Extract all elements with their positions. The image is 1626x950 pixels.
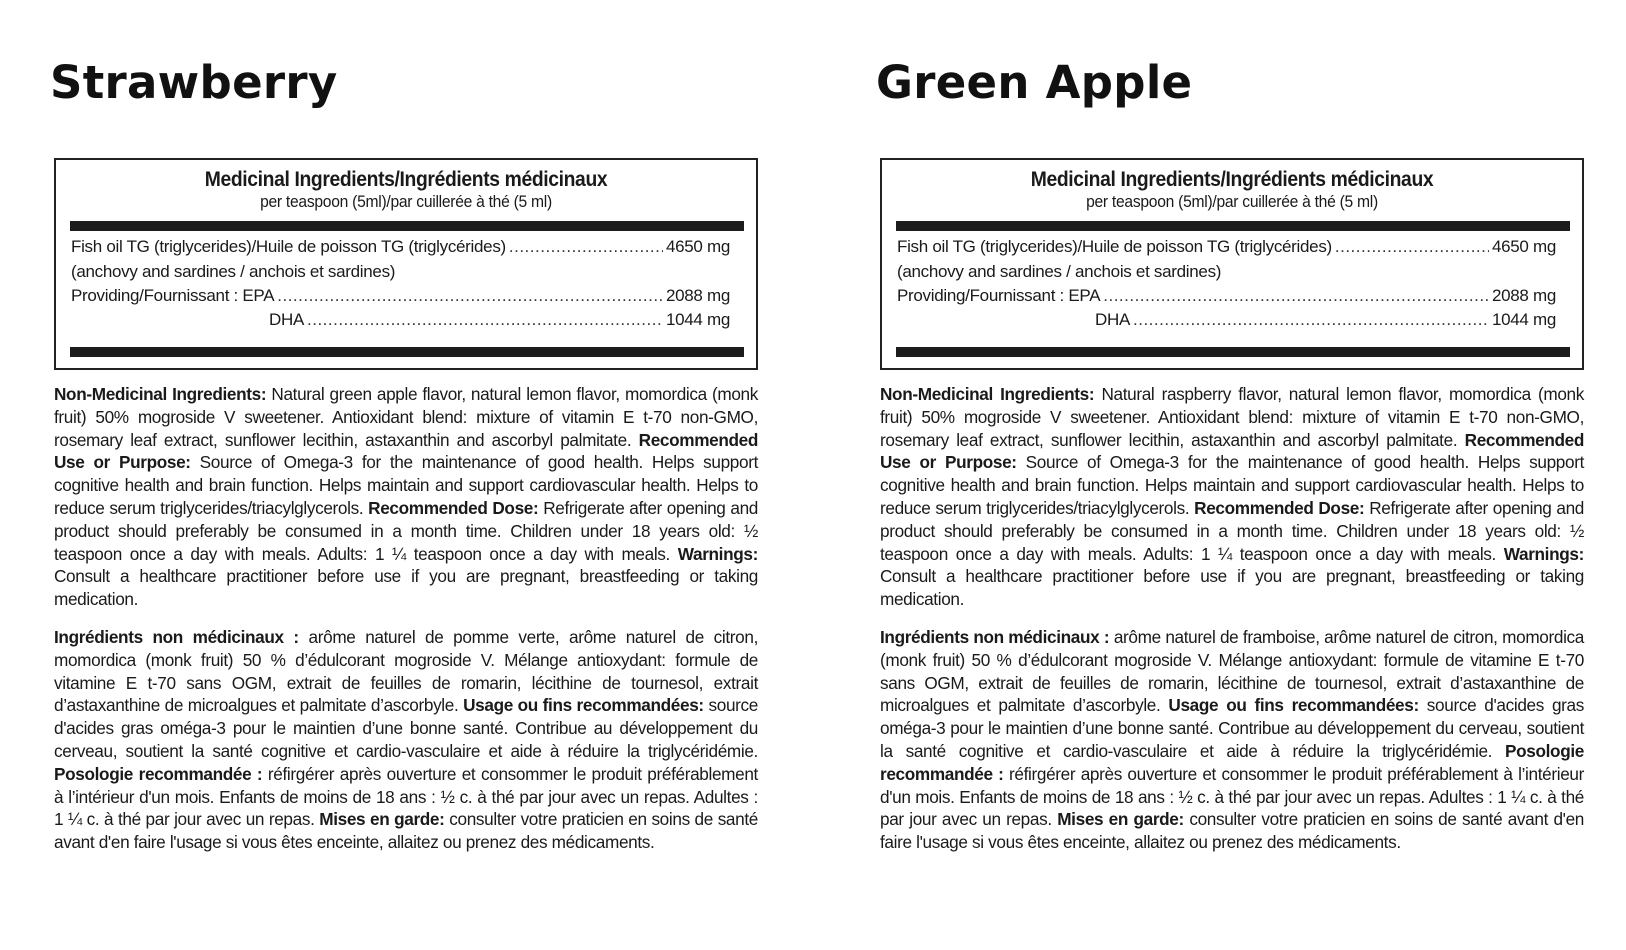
dose-text: réfirgérer après ouverture et consommer le produit préférablement à l’intérieur d'un mois. Enfants de moins de 18 ans : ½ c. à thé par jour avec un repas. Adultes : 1 ¼ c. à thé par jour avec un repas. <box>54 763 758 830</box>
source-note: (anchovy and sardines / anchois et sardines) <box>897 262 1222 281</box>
nmi-label: Ingrédients non médicinaux : <box>54 627 299 647</box>
leader-dots <box>307 310 663 330</box>
facts-serving: per teaspoon (5ml)/par cuillerée à thé (5 ml) <box>260 192 552 211</box>
epa-row <box>71 286 730 310</box>
dose-label: Posologie recommandée : <box>54 763 263 784</box>
use-text: source d'acides gras oméga-3 pour le maintien d’une bonne santé. Contribue au développement du cerveau, soutient la santé cognitive et cardio-vasculaire et aide à réduire la triglycéridémie. <box>54 695 758 761</box>
use-text: Source of Omega-3 for the maintenance of good health. Helps support cognitive health and brain function. Helps maintain and support cardiovascular health. Helps to reduce serum triglycerides/triacylglycerols. <box>54 452 758 518</box>
dha-label: DHA <box>269 310 304 329</box>
warnings-label: Warnings: <box>1503 543 1584 564</box>
dose-text: Refrigerate after opening and product should preferably be consumed in a month time. Children under 18 years old: ½ teaspoon once a day with meals. Adults: 1 ¼ teaspoon once a day with meals. <box>54 497 758 564</box>
leader-dots <box>1133 310 1489 330</box>
warnings-text: consulter votre praticien en soins de santé avant d'en faire l'usage si vous êtes enceinte, allaitez ou prenez des médicaments. <box>54 809 758 853</box>
warnings-text: Consult a healthcare practitioner before use if you are pregnant, breastfeeding or taking medication. <box>54 566 758 610</box>
warnings-text: consulter votre praticien en soins de santé avant d'en faire l'usage si vous êtes enceinte, allaitez ou prenez des médicaments. <box>880 809 1585 853</box>
dose-text: Refrigerate after opening and product should preferably be consumed in a month time. Children under 18 years old: ½ teaspoon once a day with meals. Adults: 1 ¼ teaspoon once a day with meals. <box>880 497 1584 564</box>
leader-dots <box>1103 286 1489 306</box>
french-details <box>54 626 758 854</box>
dha-row <box>71 310 730 334</box>
divider-rule <box>896 221 1570 231</box>
english-details <box>54 383 758 611</box>
use-label: Recommended Use or Purpose: <box>880 429 1584 473</box>
use-text: Source of Omega-3 for the maintenance of good health. Helps support cognitive health and brain function. Helps maintain and support cardiovascular health. Helps to reduce serum triglycerides/triacylglycerols. <box>880 452 1584 518</box>
epa-amount: 2088 mg <box>665 286 730 305</box>
dha-amount: 1044 mg <box>665 310 730 329</box>
nmi-text: arôme naturel de framboise, arôme naturel de citron, momordica (monk fruit) 50 % d’édulcorant mogroside V. Mélange antioxydant: formule de vitamine E t-70 sans OGM, extrait de feuilles de romarin, lécithine de tournesol, extrait d’astaxanthine de microalgues et palmitate d’ascorbyle. <box>880 627 1584 716</box>
warnings-label: Mises en garde: <box>319 809 445 830</box>
nmi-label: Non-Medicinal Ingredients: <box>880 384 1095 404</box>
divider-rule <box>70 347 744 357</box>
leader-dots <box>277 286 663 306</box>
epa-amount: 2088 mg <box>1491 286 1556 305</box>
source-note-row <box>71 262 730 286</box>
warnings-text: Consult a healthcare practitioner before use if you are pregnant, breastfeeding or taking medication. <box>880 566 1584 610</box>
medicinal-ingredients-box <box>880 158 1584 370</box>
epa-row <box>897 286 1556 310</box>
medicinal-ingredients-box <box>54 158 758 370</box>
nmi-label: Ingrédients non médicinaux : <box>880 627 1110 647</box>
epa-label: Providing/Fournissant : EPA <box>71 286 275 305</box>
ingredient-amount: 4650 mg <box>1491 237 1556 256</box>
nmi-text: Natural raspberry flavor, natural lemon flavor, momordica (monk fruit) 50% mogroside V sweetener. Antioxidant blend: mixture of vitamin E t-70 non-GMO, rosemary leaf extract, sunflower lecithin, astaxanthin and ascorbyl palmitate. <box>880 384 1584 450</box>
leader-dots <box>1335 237 1489 257</box>
product-title: Strawberry <box>50 56 338 109</box>
facts-heading: Medicinal Ingredients/Ingrédients médicinaux <box>1030 168 1434 191</box>
dose-label: Posologie recommandée : <box>880 740 1584 784</box>
epa-label: Providing/Fournissant : EPA <box>897 286 1101 305</box>
use-text: source d'acides gras oméga-3 pour le maintien d’une bonne santé. Contribue au développement du cerveau, soutient la santé cognitive et cardio-vasculaire et aide à réduire la triglycéridémie. <box>880 695 1584 761</box>
use-label: Recommended Use or Purpose: <box>54 429 758 473</box>
fish-oil-row <box>71 237 730 261</box>
dose-label: Recommended Dose: <box>1194 497 1365 518</box>
product-title: Green Apple <box>876 56 1193 109</box>
dha-row <box>897 310 1556 334</box>
use-label: Usage ou fins recommandées: <box>1168 695 1419 716</box>
ingredient-label: Fish oil TG (triglycerides)/Huile de poisson TG (triglycérides) <box>897 237 1332 256</box>
facts-serving: per teaspoon (5ml)/par cuillerée à thé (5 ml) <box>1086 192 1378 211</box>
dha-amount: 1044 mg <box>1491 310 1556 329</box>
divider-rule <box>896 347 1570 357</box>
english-details <box>880 383 1584 611</box>
dose-text: réfirgérer après ouverture et consommer le produit préférablement à l’intérieur d'un mois. Enfants de moins de 18 ans : ½ c. à thé par jour avec un repas. Adultes : 1 ¼ c. à thé par jour avec un repas. <box>880 763 1584 830</box>
warnings-label: Mises en garde: <box>1057 809 1184 830</box>
fish-oil-row <box>897 237 1556 261</box>
nmi-label: Non-Medicinal Ingredients: <box>54 384 267 404</box>
dha-label: DHA <box>1095 310 1130 329</box>
divider-rule <box>70 221 744 231</box>
nmi-text: arôme naturel de pomme verte, arôme naturel de citron, momordica (monk fruit) 50 % d’édulcorant mogroside V. Mélange antioxydant: formule de vitamine E t-70 sans OGM, extrait de feuilles de romarin, lécithine de tournesol, extrait d’astaxanthine de microalgues et palmitate d’ascorbyle. <box>54 627 758 716</box>
use-label: Usage ou fins recommandées: <box>463 695 704 716</box>
ingredient-amount: 4650 mg <box>665 237 730 256</box>
warnings-label: Warnings: <box>677 543 758 564</box>
source-note: (anchovy and sardines / anchois et sardines) <box>71 262 396 281</box>
facts-heading: Medicinal Ingredients/Ingrédients médicinaux <box>204 168 608 191</box>
source-note-row <box>897 262 1556 286</box>
ingredient-label: Fish oil TG (triglycerides)/Huile de poisson TG (triglycérides) <box>71 237 506 256</box>
french-details <box>880 626 1584 854</box>
dose-label: Recommended Dose: <box>368 497 539 518</box>
leader-dots <box>509 237 663 257</box>
nmi-text: Natural green apple flavor, natural lemon flavor, momordica (monk fruit) 50% mogroside V sweetener. Antioxidant blend: mixture of vitamin E t-70 non-GMO, rosemary leaf extract, sunflower lecithin, astaxanthin and ascorbyl palmitate. <box>54 384 759 450</box>
